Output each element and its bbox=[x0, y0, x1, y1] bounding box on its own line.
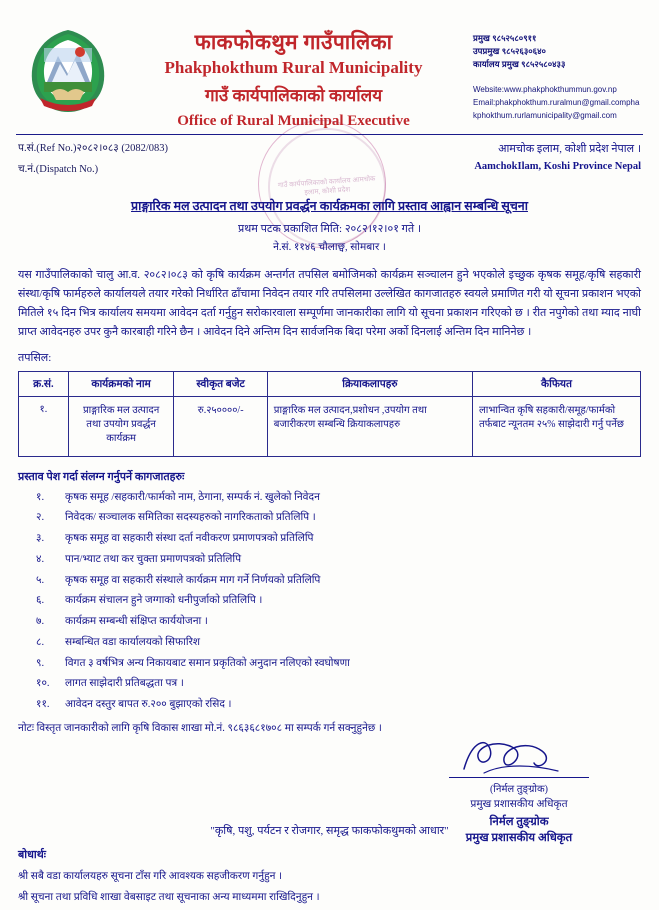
list-item-text: विगत ३ वर्षभित्र अन्य निकायबाट समान प्रकृतिको अनुदान नलिएको स्वघोषणा bbox=[65, 657, 350, 669]
address-np: आमचोक इलाम, कोशी प्रदेश नेपाल । bbox=[498, 143, 641, 156]
contact-block bbox=[473, 18, 645, 122]
office-name-en: Office of Rural Municipal Executive bbox=[177, 113, 410, 130]
th-program: कार्यक्रमको नाम bbox=[68, 371, 174, 396]
th-budget: स्वीकृत बजेट bbox=[174, 371, 267, 396]
list-item bbox=[36, 635, 641, 650]
th-remarks: कैफियत bbox=[473, 371, 641, 396]
cc-item-2: श्री सूचना तथा प्रविधि शाखा वेबसाइट तथा सूचनाका अन्य माध्यममा राखिदिनुहुन । bbox=[18, 892, 320, 904]
list-item-number: ८. bbox=[36, 636, 45, 648]
table-header-row bbox=[19, 371, 641, 396]
list-item-text: कृषक समूह वा सहकारी संस्थाले कार्यक्रम माग गर्ने निर्णयको प्रतिलिपि bbox=[65, 574, 321, 586]
contact-deputy bbox=[473, 45, 645, 58]
cell-remarks: लाभान्वित कृषि सहकारी/समूह/फार्मको तर्फबाट न्यूनतम २५% साझेदारी गर्नु पर्नेछ bbox=[473, 396, 641, 456]
tapasil-label: तपसिल: bbox=[18, 351, 52, 364]
cell-budget: रु.२५००००/- bbox=[174, 396, 267, 456]
list-item-number: २. bbox=[36, 512, 45, 524]
list-item-number: ११. bbox=[36, 698, 50, 710]
document-header bbox=[0, 0, 659, 130]
list-item-number: १०. bbox=[36, 678, 50, 690]
signatory-post-stamp: प्रमुख प्रशासकीय अधिकृत bbox=[465, 832, 573, 845]
list-item bbox=[36, 593, 641, 608]
list-item-text: निवेदक/ सञ्चालक समितिका सदस्यहरुको नागरिकताको प्रतिलिपि । bbox=[65, 512, 316, 524]
municipality-name-en: Phakphokthum Rural Municipality bbox=[164, 58, 423, 78]
signature-line bbox=[449, 777, 589, 778]
cell-sn: १. bbox=[19, 396, 69, 456]
list-item-text: कृषक समूह वा सहकारी संस्था दर्ता नवीकरण प्रमाणपत्रको प्रतिलिपि bbox=[65, 533, 314, 545]
th-activities: क्रियाकलापहरु bbox=[267, 371, 472, 396]
footer-slogan: "कृषि, पशु, पर्यटन र रोजगार, समृद्ध फाकफोकथुमको आधार" bbox=[210, 825, 449, 837]
office-name-np: गाउँ कार्यपालिकाको कार्यालय bbox=[204, 86, 383, 106]
list-item-number: ३. bbox=[36, 533, 45, 545]
nepal-sambat-date: ने.सं. ११४६ चौलाछ्व, सोमबार । bbox=[273, 242, 386, 254]
contact-deputy-value: ९८५२६३०६४० bbox=[501, 45, 546, 56]
contact-officechief bbox=[473, 58, 645, 71]
cell-program: प्राङ्गारिक मल उत्पादन तथा उपयोग प्रवर्द्धन कार्यक्रम bbox=[68, 396, 174, 456]
cc-heading: बोधार्थः bbox=[18, 849, 46, 862]
list-item bbox=[36, 676, 641, 691]
signature-area bbox=[0, 739, 659, 847]
watermark-text: गाउँ कार्यपालिकाको कार्यालय आमचोक इलाम, कोशी प्रदेश bbox=[277, 174, 376, 197]
publication-date: प्रथम पटक प्रकाशित मिति: २०८२।१२।०१ गते । bbox=[237, 223, 422, 236]
th-sn: क्र.सं. bbox=[19, 371, 69, 396]
website-line: Website:www.phakphokthummun.gov.np bbox=[473, 85, 617, 95]
list-item-text: पान/भ्याट तथा कर चुक्ता प्रमाणपत्रको प्रतिलिपि bbox=[65, 553, 242, 565]
list-item-number: ९. bbox=[36, 657, 45, 669]
list-item-number: ७. bbox=[36, 616, 45, 628]
signature-block bbox=[419, 733, 619, 845]
list-item-text: आवेदन दस्तुर बापत रु.२०० बुझाएको रसिद । bbox=[65, 698, 232, 710]
municipality-name-np: फाकफोकथुम गाउँपालिका bbox=[194, 30, 393, 54]
list-item-text: लागत साझेदारी प्रतिबद्धता पत्र । bbox=[65, 678, 184, 690]
list-item-number: ६. bbox=[36, 595, 45, 607]
list-item-text: कृषक समूह /सहकारी/फार्मको नाम, ठेगाना, सम्पर्क नं. खुलेको निवेदन bbox=[65, 491, 320, 503]
documents-list bbox=[0, 490, 659, 712]
list-item bbox=[36, 552, 641, 567]
address-en: AamchokIlam, Koshi Province Nepal bbox=[474, 161, 641, 173]
nepal-emblem-icon bbox=[22, 24, 114, 116]
notice-title: प्राङ्गारिक मल उत्पादन तथा उपयोग प्रवर्द्धन कार्यक्रमका लागि प्रस्ताव आह्वान सम्बन्धि सूचना bbox=[131, 199, 528, 214]
contact-note: नोटः विस्तृत जानकारीको लागि कृषि विकास शाखा मो.नं. ९८६३६८१७०८ मा सम्पर्क गर्न सक्नुहुनेछ । bbox=[18, 723, 382, 735]
notice-body: यस गाउँपालिकाको चालु आ.व. २०८२।०८३ को कृषि कार्यक्रम अन्तर्गत तपसिल बमोजिमको कार्यक्रम सञ्चालन हुने भएकोले इच्छुक कृषक समूह/कृषि सहकारी संस्था/कृषि फार्महरुले कार्यालयले तयार गरेको निर्धारित ढाँचामा निवेदन तयार गरि तपसिलमा उल्लेखित कागजातहरु स्वयले प्रमाणित गरी यो सूचना प्रकाशन भएको मितिले १५ दिन भित्र कार्यालय समयमा आवेदन दर्ता गर्नुहुन सरोकारवाला सम्पूर्णमा जानकारीका लागि यो सूचना प्रकाशन गरिएको छ । रीत नपुगेको तथा म्याद नाघी प्राप्त आवेदनहरु उपर कुनै कारबाही गरिने छैन । आवेदन दिने अन्तिम दिन सार्वजनिक बिदा परेमा अर्को दिनलाई अन्तिम दिन मानिनेछ । bbox=[18, 269, 641, 338]
email-line-2: kphokthum.rurlamunicipality@gmail.com bbox=[473, 111, 617, 121]
list-item bbox=[36, 614, 641, 629]
contact-chief bbox=[473, 32, 645, 45]
list-item-text: सम्बन्धित वडा कार्यालयको सिफारिश bbox=[65, 636, 200, 648]
documents-heading: प्रस्ताव पेश गर्दा संलग्न गर्नुपर्ने कागजातहरुः bbox=[18, 470, 185, 483]
office-address bbox=[474, 141, 641, 183]
list-item bbox=[36, 656, 641, 671]
program-table bbox=[18, 371, 641, 457]
contact-deputy-label: उपप्रमुख bbox=[473, 45, 500, 56]
ref-no: प.सं.(Ref No.)२०८२।०८३ (2082/083) bbox=[18, 143, 169, 155]
reference-row bbox=[0, 135, 659, 183]
dispatch-no: च.नं.(Dispatch No.) bbox=[18, 164, 99, 176]
email-line-1: Email:phakphokthum.ruralmun@gmail.compha bbox=[473, 98, 640, 108]
reference-numbers bbox=[18, 141, 168, 183]
list-item bbox=[36, 510, 641, 525]
contact-chief-label: प्रमुख bbox=[473, 33, 490, 43]
list-item bbox=[36, 490, 641, 505]
list-item-number: ५. bbox=[36, 574, 45, 586]
cell-activities: प्राङ्गारिक मल उत्पादन,प्रशोधन ,उपयोग तथा बजारीकरण सम्बन्धि क्रियाकलापहरु bbox=[267, 396, 472, 456]
list-item-text: कार्यक्रम सम्बन्धी संक्षिप्त कार्ययोजना । bbox=[65, 616, 208, 628]
list-item bbox=[36, 573, 641, 588]
contact-officechief-label: कार्यालय प्रमुख bbox=[473, 58, 519, 69]
list-item-text: कार्यक्रम संचालन हुने जग्गाको धनीपुर्जाको प्रतिलिपि । bbox=[65, 595, 263, 607]
header-titles bbox=[114, 18, 473, 130]
list-item-number: १. bbox=[36, 491, 45, 503]
signatory-name-stamp: निर्मल तुङ्ग्रोक bbox=[489, 816, 549, 829]
signatory-post: प्रमुख प्रशासकीय अधिकृत bbox=[470, 799, 568, 811]
table-row bbox=[19, 396, 641, 456]
contact-officechief-value: ९८५२५८०४३३ bbox=[521, 58, 566, 69]
list-item-number: ४. bbox=[36, 553, 45, 565]
list-item bbox=[36, 531, 641, 546]
handwritten-signature-icon bbox=[419, 733, 619, 777]
contact-chief-value: ९८५२५८०९११ bbox=[492, 33, 537, 43]
list-item bbox=[36, 697, 641, 712]
signatory-name-paren: (निर्मल तुङ्ग्रोक) bbox=[489, 784, 549, 796]
cc-item-1: श्री सबै वडा कार्यालयहरु सूचना टाँस गरि आवश्यक सहजीकरण गर्नुहुन । bbox=[18, 871, 283, 883]
